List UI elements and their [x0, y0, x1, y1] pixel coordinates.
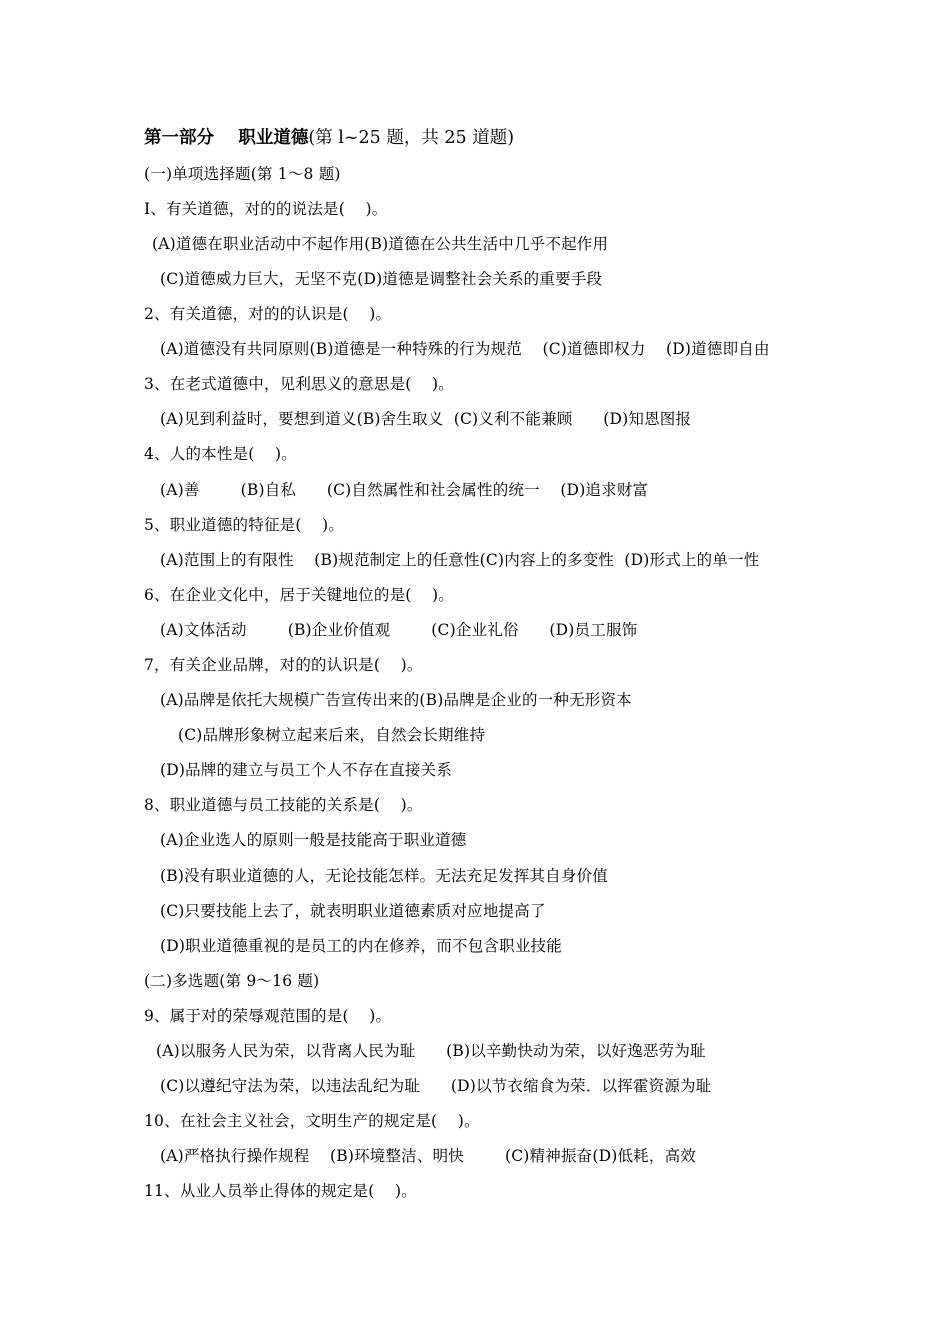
question-9: 9、属于对的荣辱观范围的是( )。 [144, 1007, 392, 1025]
question-7-option-d: (D)品牌的建立与员工个人不存在直接关系 [160, 761, 453, 779]
question-8: 8、职业道德与员工技能的关系是( )。 [144, 796, 423, 814]
question-8-option-c: (C)只要技能上去了，就表明职业道德素质对应地提高了 [160, 902, 546, 920]
question-5-options: (A)范围上的有限性 (B)规范制定上的任意性(C)内容上的多变性 (D)形式上的单一性 [160, 551, 760, 569]
question-7-option-c: (C)品牌形象树立起来后来，自然会长期维持 [178, 726, 486, 744]
question-8-option-a: (A)企业选人的原则一般是技能高于职业道德 [160, 831, 467, 849]
question-1-options-cd: (C)道德威力巨大，无坚不克(D)道德是调整社会关系的重要手段 [160, 270, 603, 288]
question-1: I、有关道德，对的的说法是( )。 [144, 200, 388, 218]
question-3: 3、在老式道德中，见利思义的意思是( )。 [144, 375, 454, 393]
question-10-options: (A)严格执行操作规程 (B)环境整洁、明快 (C)精神振奋(D)低耗，高效 [160, 1147, 696, 1165]
question-4-options: (A)善 (B)自私 (C)自然属性和社会属性的统一 (D)追求财富 [160, 481, 649, 499]
question-4: 4、人的本性是( )。 [144, 445, 297, 463]
subsection-multiple-choice: (二)多选题(第 9～16 题) [144, 972, 320, 990]
section-heading-range: (第 l~25 题，共 25 道题) [308, 128, 515, 148]
question-11: 11、从业人员举止得体的规定是( )。 [144, 1182, 417, 1200]
question-6-options: (A)文体活动 (B)企业价值观 (C)企业礼俗 (D)员工服饰 [160, 621, 638, 639]
question-8-option-d: (D)职业道德重视的是员工的内在修养，而不包含职业技能 [160, 937, 562, 955]
subsection-single-choice: (一)单项选择题(第 1～8 题) [144, 165, 341, 183]
section-heading [144, 126, 514, 150]
question-9-options-ab: (A)以服务人民为荣，以背离人民为耻 (B)以辛勤快动为荣，以好逸恶劳为耻 [156, 1042, 706, 1060]
question-6: 6、在企业文化中，居于关键地位的是( )。 [144, 586, 454, 604]
question-3-options: (A)见到利益时，要想到道义(B)舍生取义 (C)义利不能兼顾 (D)知恩图报 [160, 410, 692, 428]
question-7-options-ab: (A)品牌是依托大规模广告宣传出来的(B)品牌是企业的一种无形资本 [160, 691, 632, 709]
question-7: 7，有关企业品牌，对的的认识是( )。 [144, 656, 423, 674]
question-9-options-cd: (C)以遵纪守法为荣，以违法乱纪为耻 (D)以节衣缩食为荣．以挥霍资源为耻 [160, 1077, 712, 1095]
question-10: 10、在社会主义社会，文明生产的规定是( )。 [144, 1112, 480, 1130]
section-heading-bold: 第一部分 职业道德 [144, 128, 309, 148]
question-8-option-b: (B)没有职业道德的人，无论技能怎样。无法充足发挥其自身价值 [160, 867, 608, 885]
question-2-options: (A)道德没有共同原则(B)道德是一种特殊的行为规范 (C)道德即权力 (D)道德即自由 [160, 340, 770, 358]
question-1-options-ab: (A)道德在职业活动中不起作用(B)道德在公共生活中几乎不起作用 [152, 235, 609, 253]
question-5: 5、职业道德的特征是( )。 [144, 516, 345, 534]
question-2: 2、有关道德，对的的认识是( )。 [144, 305, 392, 323]
